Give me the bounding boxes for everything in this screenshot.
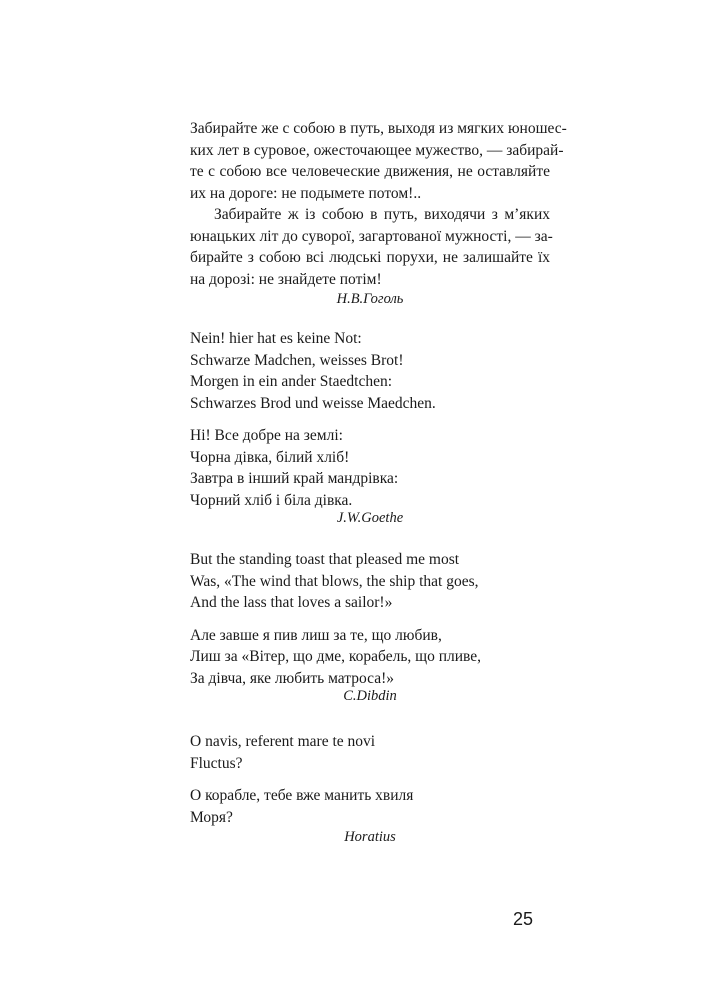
verse-line: Was, «The wind that blows, the ship that goes, (190, 572, 479, 590)
verse-line: Morgen in ein ander Staedtchen: (190, 373, 393, 390)
verse-line: Завтра в інший край мандрівка: (190, 470, 399, 487)
attribution-horatius: Horatius (344, 829, 396, 845)
text-line: их на дороге: не подымете потом!.. (190, 184, 422, 202)
text-line: те с собою все человеческие движения, не оставляйте (190, 163, 550, 180)
stanza-gap (190, 414, 550, 425)
goethe-quote (190, 328, 550, 511)
stanza-ukrainian (190, 425, 550, 511)
verse-line: Schwarze Madchen, weisses Brot! (190, 351, 404, 369)
verse-line: За дівча, яке любить матроса!» (190, 669, 394, 687)
stanza-gap (190, 614, 550, 625)
verse-line: Schwarzes Brod und weisse Maedchen. (190, 394, 436, 412)
verse-line: O navis, referent mare te novi (190, 733, 376, 750)
text-line: ких лет в суровое, ожесточающее мужество, — забирай- (190, 141, 564, 159)
stanza-ukrainian (190, 785, 550, 828)
verse-line: Fluctus? (190, 754, 243, 772)
verse-line: Nein! hier hat es keine Not: (190, 330, 362, 347)
gogol-paragraph-ukrainian (190, 204, 553, 290)
stanza-gap (190, 774, 550, 785)
horatius-quote (190, 731, 550, 828)
verse-line: Але завше я пив лиш за те, що любив, (190, 626, 442, 644)
attribution-goethe: J.W.Goethe (336, 510, 404, 526)
text-line: юнацьких літ до суворої, загартованої мужності, — за- (190, 227, 553, 245)
verse-line: Ні! Все добре на землі: (190, 427, 343, 444)
attribution-gogol: Н.В.Гоголь (336, 291, 404, 307)
dibdin-quote (190, 549, 550, 689)
text-line: Забирайте ж із собою в путь, виходячи з м’яких (214, 206, 550, 223)
attribution-dibdin: C.Dibdin (343, 688, 397, 704)
stanza-german (190, 328, 550, 414)
text-line: Забирайте же с собою в путь, выходя из мягких юношес- (190, 120, 567, 137)
verse-line: О корабле, тебе вже манить хвиля (190, 787, 414, 804)
gogol-paragraph-russian (190, 118, 567, 204)
verse-line: But the standing toast that pleased me most (190, 551, 460, 568)
page-number: 25 (513, 909, 534, 929)
verse-line: Чорна дівка, білий хліб! (190, 448, 350, 466)
text-line: бирайте з собою всі людські порухи, не залишайте їх (190, 249, 550, 266)
verse-line: Чорний хліб і біла дівка. (190, 491, 353, 509)
stanza-latin (190, 731, 550, 774)
stanza-ukrainian (190, 625, 550, 690)
verse-line: Моря? (190, 808, 233, 826)
verse-line: Лиш за «Вітер, що дме, корабель, що пливе, (190, 648, 482, 665)
verse-line: And the lass that loves a sailor!» (190, 594, 393, 611)
gogol-quote (190, 118, 567, 290)
text-line: на дорозі: не знайдете потім! (190, 270, 382, 288)
stanza-english (190, 549, 550, 614)
